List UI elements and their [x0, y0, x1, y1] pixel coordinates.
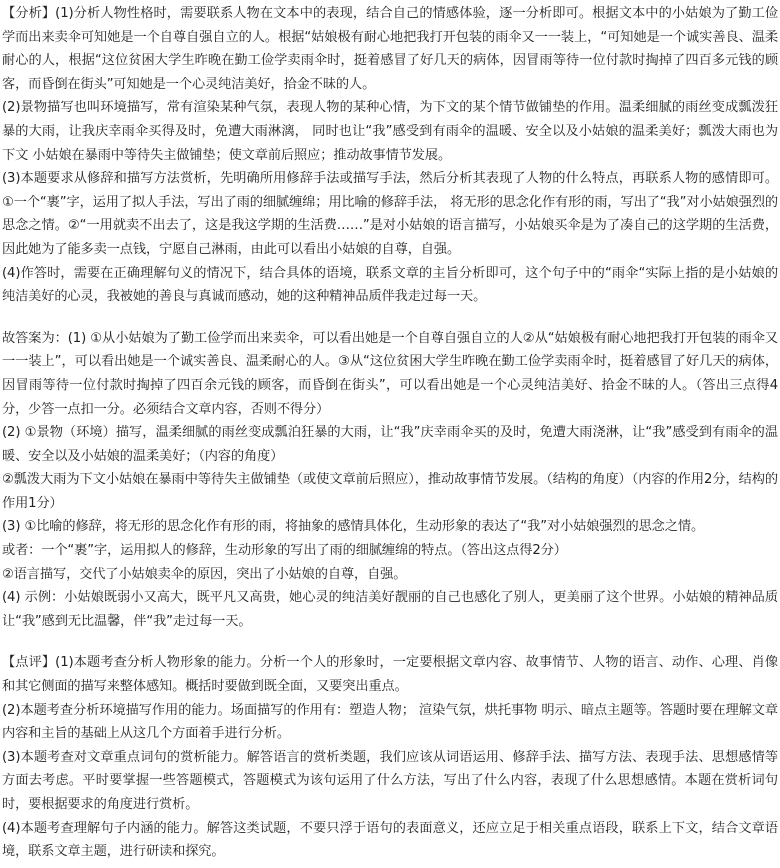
- answer-paragraph-7: (4) 示例：小姑娘既弱小又高大，既平凡又高贵，她心灵的纯洁美好靓丽的自己也感化了别人，更美丽了这个世界。小姑娘的精神品质让“我”感到无比温馨，伴“我”走过每一天。: [2, 590, 778, 629]
- answer-paragraph-3: ②瓢泼大雨为下文小姑娘在暴雨中等待失主做铺垫（或使文章前后照应），推动故事情节发展。（结构的角度）（内容的作用2分，结构的作用1分）: [2, 472, 778, 511]
- comment-section: [2, 651, 778, 863]
- analysis-paragraph-3: (3)本题要求从修辞和描写方法赏析，先明确所用修辞手法或描写手法，然后分析其表现了人物的什么特点，再联系人物的感情即可。①一个“裹”字，运用了拟人手法，写出了雨的细腻缠绵；用比喻的修辞手法， 将无形的思念化作有形的雨，写出了“我”对小姑娘强烈的思念之情。②“一用就卖不出去了，这是我这学期的生活费……”是对小姑娘的语言描写，小姑娘买伞是为了凑自己的这学期的生活费，因此她为了能多卖一点钱，宁愿自己淋雨，由此可以看出小姑娘的自尊，自强。: [2, 171, 778, 257]
- section-gap: [2, 633, 778, 651]
- answer-paragraph-2: (2) ①景物（环境）描写，温柔细腻的雨丝变成瓢泊狂暴的大雨，让“我”庆幸雨伞买的及时，免遭大雨浇淋，让“我”感受到有雨伞的温暖、安全以及小姑娘的温柔美好；（内容的角度）: [2, 425, 778, 464]
- answer-paragraph-4: (3) ①比喻的修辞，将无形的思念化作有形的雨，将抽象的感情具体化，生动形象的表达了“我”对小姑娘强烈的思念之情。: [2, 519, 705, 535]
- section-gap: [2, 309, 778, 327]
- analysis-paragraph-1: 【分析】(1)分析人物性格时，需要联系人物在文本中的表现，结合自己的情感体验，逐一分析即可。根据文本中的小姑娘为了勤工俭学而出来卖伞可知她是一个自尊自强自立的人。根据“姑娘极有耐心地把我打开包装的雨伞又一一装上，“可知她是一个诚实善良、温柔耐心的人，根据“这位贫困大学生昨晚在勤工俭学卖雨伞时，挺着感冒了好几天的病体，因冒雨等待一位付款时掏掉了四百多元钱的顾客，而昏倒在街头”可知她是一个心灵纯洁美好，拾金不昧的人。: [2, 6, 778, 92]
- answer-paragraph-1: 故答案为：(1) ①从小姑娘为了勤工俭学而出来卖伞，可以看出她是一个自尊自强自立的人②从“姑娘极有耐心地把我打开包装的雨伞又一一装上”，可以看出她是一个诚实善良、温柔耐心的人。③从“这位贫困大学生昨晚在勤工俭学卖雨伞时，挺着感冒了好几天的病体，因冒雨等待一位付款时掏掉了四百余元钱的顾客，而昏倒在街头”，可以看出她是一个心灵纯洁美好、拾金不昧的人。（答出三点得4分，少答一点扣一分。必须结合文章内容，否则不得分）: [2, 330, 778, 417]
- answer-paragraph-5: 或者：一个“裹”字，运用拟人的修辞，生动形象的写出了雨的细腻缠绵的特点。（答出这点得2分）: [2, 543, 567, 559]
- analysis-paragraph-2: (2)景物描写也叫环境描写，常有渲染某种气氛，表现人物的某种心情，为下文的某个情节做铺垫的作用。温柔细腻的雨丝变成瓢泼狂暴的大雨，让我庆幸雨伞买得及时，免遭大雨淋漓， 同时也让“我”感受到有雨伞的温暖、安全以及小姑娘的温柔美好；瓢泼大雨也为下文 小姑娘在暴雨中等待失主做铺垫；使文章前后照应；推动故事情节发展。: [2, 100, 778, 163]
- analysis-section: [2, 2, 778, 309]
- comment-paragraph-1: 【点评】(1)本题考查分析人物形象的能力。分析一个人的形象时，一定要根据文章内容、故事情节、人物的语言、动作、心理、肖像和其它侧面的描写来整体感知。概括时要做到既全面，又要突出重点。: [2, 655, 778, 695]
- comment-paragraph-3: (3)本题考查对文章重点词句的赏析能力。解答语言的赏析类题，我们应该从词语运用、修辞手法、描写方法、表现手法、思想感情等方面去考虑。平时要掌握一些答题模式，答题模式为该句运用了什么方法，写出了什么内容，表现了什么思想感情。本题在赏析词句时，要根据要求的角度进行赏析。: [2, 749, 778, 812]
- analysis-paragraph-4: (4)作答时，需要在正确理解句义的情况下，结合具体的语境，联系文章的主旨分析即可，这个句子中的“雨伞“实际上指的是小姑娘的纯洁美好的心灵，我被她的善良与真诚而感动，她的这种精神品质伴我走过每一天。: [2, 265, 778, 305]
- comment-paragraph-4: (4)本题考查理解句子内涵的能力。解答这类试题，不要只浮于语句的表面意义，还应立足于相关重点语段，联系上下文，结合文章语境，联系文章主题，进行研读和探究。: [2, 820, 778, 860]
- comment-paragraph-2: (2)本题考查分析环境描写作用的能力。场面描写的作用有：塑造人物； 渲染气氛，烘托事物 明示、暗点主题等。答题时要在理解文章内容和主旨的基础上从这几个方面着手进行分析。: [2, 702, 778, 742]
- answer-paragraph-6: ②语言描写，交代了小姑娘卖伞的原因，突出了小姑娘的自尊，自强。: [2, 566, 407, 582]
- answer-section: [2, 327, 778, 634]
